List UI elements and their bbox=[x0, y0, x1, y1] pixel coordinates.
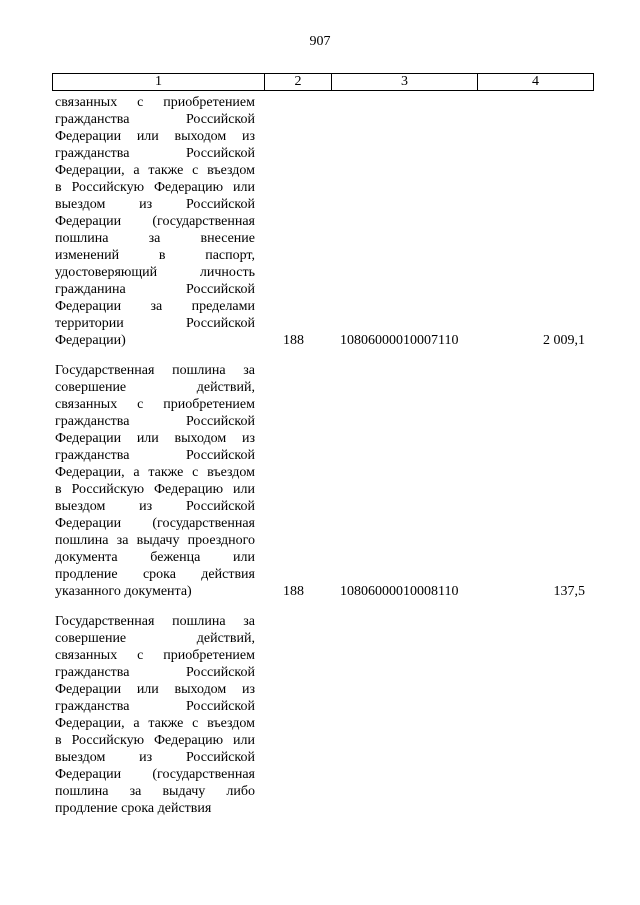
description-line: в Российскую Федерацию или bbox=[55, 180, 255, 195]
description-line: Федерации или выходом из bbox=[55, 129, 255, 144]
description-line: связанных с приобретением bbox=[55, 95, 255, 110]
description-line: Федерации или выходом из bbox=[55, 431, 255, 446]
budget-code: 10806000010008110 bbox=[340, 584, 459, 599]
table-header bbox=[52, 73, 594, 91]
description-line: документа беженца или bbox=[55, 550, 255, 565]
description-line: Федерации) bbox=[55, 333, 126, 348]
description-line: продление срока действия bbox=[55, 567, 255, 582]
description-line: гражданства Российской bbox=[55, 146, 255, 161]
description-line: совершение действий, bbox=[55, 380, 255, 395]
table-row bbox=[55, 362, 585, 600]
description-line: удостоверяющий личность bbox=[55, 265, 255, 280]
admin-code: 188 bbox=[283, 333, 304, 348]
header-col-3: 3 bbox=[332, 74, 478, 91]
description-line: продление срока действия bbox=[55, 801, 212, 816]
description-line: гражданства Российской bbox=[55, 448, 255, 463]
description-line: гражданства Российской bbox=[55, 665, 255, 680]
description-line: пошлина за выдачу либо bbox=[55, 784, 255, 799]
description-line: гражданства Российской bbox=[55, 414, 255, 429]
budget-code: 10806000010007110 bbox=[340, 333, 459, 348]
description-line: пошлина за внесение bbox=[55, 231, 255, 246]
description-line: Федерации (государственная bbox=[55, 516, 255, 531]
row-description bbox=[55, 94, 255, 349]
description-line: Федерации или выходом из bbox=[55, 682, 255, 697]
description-line: Федерации за пределами bbox=[55, 299, 255, 314]
description-line: изменений в паспорт, bbox=[55, 248, 255, 263]
description-line: гражданства Российской bbox=[55, 699, 255, 714]
description-line: Федерации, а также с въездом bbox=[55, 716, 255, 731]
description-line: Федерации, а также с въездом bbox=[55, 163, 255, 178]
description-line: Федерации (государственная bbox=[55, 214, 255, 229]
row-description bbox=[55, 613, 255, 817]
header-row bbox=[53, 74, 594, 91]
description-line: гражданства Российской bbox=[55, 112, 255, 127]
description-line: пошлина за выдачу проездного bbox=[55, 533, 255, 548]
description-line: гражданина Российской bbox=[55, 282, 255, 297]
description-line: выездом из Российской bbox=[55, 499, 255, 514]
description-line: указанного документа) bbox=[55, 584, 192, 599]
page-number: 907 bbox=[309, 34, 331, 49]
description-line: выездом из Российской bbox=[55, 750, 255, 765]
description-line: выездом из Российской bbox=[55, 197, 255, 212]
header-col-1: 1 bbox=[53, 74, 265, 91]
table-row bbox=[55, 94, 585, 349]
description-line: связанных с приобретением bbox=[55, 648, 255, 663]
admin-code: 188 bbox=[283, 584, 304, 599]
description-line: территории Российской bbox=[55, 316, 255, 331]
description-line: Федерации (государственная bbox=[55, 767, 255, 782]
description-line: Федерации, а также с въездом bbox=[55, 465, 255, 480]
description-line: связанных с приобретением bbox=[55, 397, 255, 412]
amount: 137,5 bbox=[553, 584, 585, 599]
table-row bbox=[55, 613, 585, 817]
amount: 2 009,1 bbox=[543, 333, 585, 348]
description-line: в Российскую Федерацию или bbox=[55, 482, 255, 497]
description-line: совершение действий, bbox=[55, 631, 255, 646]
header-col-2: 2 bbox=[265, 74, 332, 91]
description-line: Государственная пошлина за bbox=[55, 363, 255, 378]
description-line: Государственная пошлина за bbox=[55, 614, 255, 629]
row-description bbox=[55, 362, 255, 600]
description-line: в Российскую Федерацию или bbox=[55, 733, 255, 748]
header-col-4: 4 bbox=[478, 74, 594, 91]
